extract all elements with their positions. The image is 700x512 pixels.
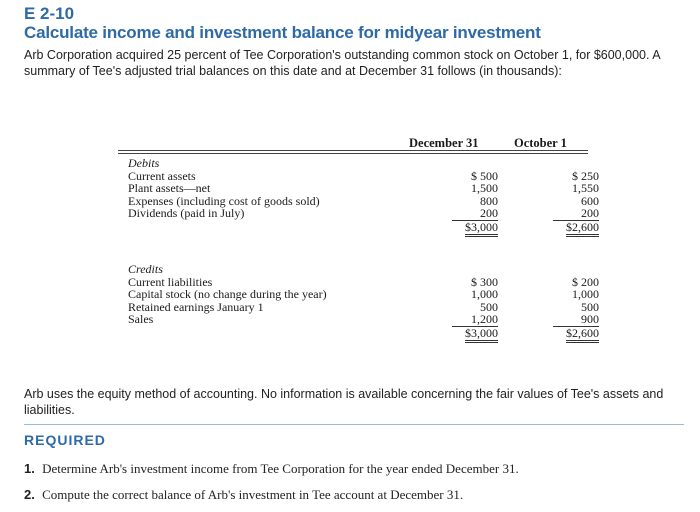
item-number: 2.: [24, 487, 35, 502]
row-label: Dividends (paid in July): [128, 206, 245, 221]
value-december: 800: [480, 193, 498, 208]
value-october: $ 200: [572, 275, 599, 289]
total-row: [118, 325, 599, 340]
item-text: Determine Arb's investment income from Tee Corporation for the year ended December 31.: [42, 461, 519, 476]
total-december: $3,000: [452, 220, 498, 233]
value-october: 200: [581, 206, 599, 221]
value-december: 200: [480, 206, 498, 221]
credits-section: [118, 262, 599, 340]
footnote-paragraph: Arb uses the equity method of accounting. No information is available concerning the fair values of Tee's assets and liabilities.: [24, 387, 664, 417]
column-header-december: December 31: [409, 136, 479, 150]
value-december: 1,200: [471, 312, 498, 327]
value-october: $ 250: [572, 169, 599, 183]
value-december: 1,000: [471, 287, 498, 302]
header-rule: [118, 153, 588, 154]
item-text: Compute the correct balance of Arb's investment in Tee account at December 31.: [42, 487, 464, 502]
table-row: [118, 312, 599, 327]
total-october: $2,600: [553, 220, 599, 233]
total-row: [118, 219, 599, 234]
row-label: Plant assets—net: [128, 181, 211, 196]
required-heading: REQUIRED: [24, 432, 106, 448]
table-row: [118, 181, 599, 196]
value-october: 600: [581, 193, 599, 208]
value-october: 1,000: [572, 287, 599, 302]
required-item: [24, 461, 519, 477]
table-row: [118, 206, 599, 221]
exercise-title: Calculate income and investment balance for midyear investment: [24, 23, 541, 42]
table-row: [118, 287, 599, 302]
intro-paragraph: Arb Corporation acquired 25 percent of Tee Corporation's outstanding common stock on October 1, for $600,000. A summary of Tee's adjusted trial balances on this date and at December 31 follows (in thousands):: [24, 48, 660, 78]
section-title: Credits: [128, 262, 163, 276]
value-december: $ 500: [471, 169, 498, 183]
row-label: Sales: [128, 312, 154, 327]
row-label: Retained earnings January 1: [128, 299, 264, 314]
value-october: 500: [581, 299, 599, 314]
debits-section: [118, 156, 599, 234]
exercise-code: E 2-10: [24, 4, 75, 23]
total-december: $3,000: [452, 326, 498, 339]
total-october: $2,600: [553, 326, 599, 339]
item-number: 1.: [24, 461, 35, 476]
value-december: $ 300: [471, 275, 498, 289]
row-label: Current liabilities: [128, 275, 213, 289]
value-december: 1,500: [471, 181, 498, 196]
value-october: 1,550: [572, 181, 599, 196]
header-rule: [118, 150, 588, 151]
row-label: Current assets: [128, 169, 196, 183]
row-label: Capital stock (no change during the year): [128, 287, 327, 302]
value-october: 900: [581, 312, 599, 327]
table-row: [118, 299, 599, 314]
value-december: 500: [480, 299, 498, 314]
required-divider: [24, 424, 684, 425]
required-item: [24, 487, 463, 503]
section-title: Debits: [128, 156, 160, 170]
row-label: Expenses (including cost of goods sold): [128, 193, 320, 208]
column-header-october: October 1: [514, 136, 567, 150]
